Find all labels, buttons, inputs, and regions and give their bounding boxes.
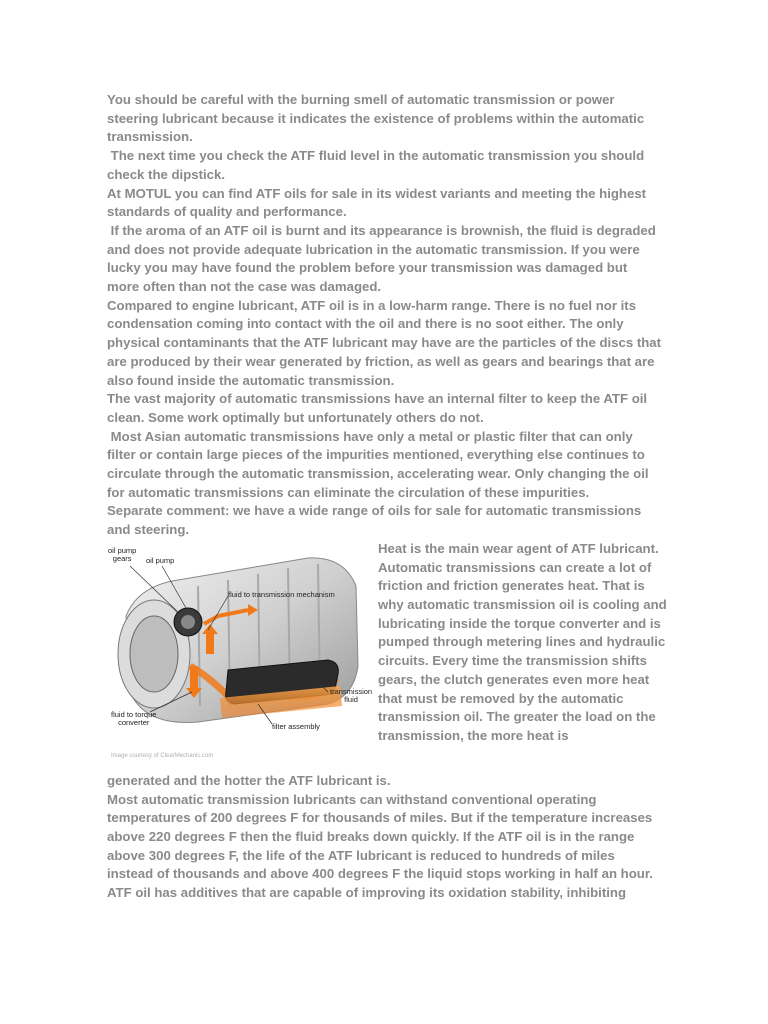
paragraph-9: generated and the hotter the ATF lubricant is.: [107, 772, 391, 788]
paragraph-10: Most automatic transmission lubricants can withstand conventional operating temperatures of 200 degrees F for thousands of miles. But if the temperature increases above 220 degrees F then the fluid breaks down quickly. If the ATF oil is in the range above 300 degrees F, the life of the ATF lubricant is reduced to hundreds of miles instead of thousands and above 400 degrees F the liquid stops working in half an hour.: [107, 791, 653, 882]
paragraph-6: The vast majority of automatic transmissions have an internal filter to keep the ATF oil clean. Some work optimally but unfortunately others do not.: [107, 391, 648, 425]
label-filter-assembly: filter assembly: [272, 721, 320, 731]
figure-caption: Image courtesy of ClearMechanic.com: [111, 752, 214, 759]
transmission-diagram: [108, 545, 373, 759]
label-transmission-fluid: transmission fluid: [330, 686, 373, 704]
document-body: [107, 91, 667, 903]
paragraph-3: At MOTUL you can find ATF oils for sale in its widest variants and meeting the highest standards of quality and performance.: [107, 185, 647, 220]
paragraph-8: Separate comment: we have a wide range of oils for sale for automatic transmissions and steering.: [107, 503, 642, 538]
label-oil-pump: oil pump: [146, 555, 175, 565]
label-oil-pump-gears: oil pump gears: [108, 545, 137, 563]
paragraph-7: Most Asian automatic transmissions have only a metal or plastic filter that can only filter or contain large pieces of the impurities mentioned, everything else continues to circulate through the automatic transmission, accelerating wear. Only changing the oil for automatic transmissions can eliminate the circulation of these impurities.: [107, 428, 653, 500]
paragraph-5: Compared to engine lubricant, ATF oil is in a low-harm range. There is no fuel nor its condensation coming into contact with the oil and there is no soot either. The only physical contaminants that the ATF lubricant may have are the particles of the discs that are produced by their wear generated by friction, as well as gears and bearings that are also found inside the automatic transmission.: [107, 297, 662, 388]
figure-row: [107, 540, 667, 772]
paragraph-1: You should be careful with the burning smell of automatic transmission or power steering lubricant because it indicates the existence of problems within the automatic transmission.: [107, 92, 645, 145]
label-fluid-to-torque-converter: fluid to torque converter: [111, 709, 157, 727]
paragraph-4: If the aroma of an ATF oil is burnt and its appearance is brownish, the fluid is degraded and does not provide adequate lubrication in the automatic transmission. If you were lucky you may have found the problem before your transmission was damaged but more often than not the case was damaged.: [107, 222, 660, 295]
paragraph-11: ATF oil has additives that are capable of improving its oxidation stability, inhibiting: [107, 885, 627, 901]
paragraph-2: The next time you check the ATF fluid level in the automatic transmission you should check the dipstick.: [107, 148, 648, 182]
side-paragraph: Heat is the main wear agent of ATF lubricant. Automatic transmissions can create a lot of friction and friction generates heat. That is why automatic transmission oil is cooling and lubricating inside the torque converter and is pumped through metering lines and hydraulic circuits. Every time the transmission shifts gears, the clutch generates even more heat that must be removed by the automatic transmission oil. The greater the load on the transmission, the more heat is: [378, 540, 667, 743]
label-fluid-to-mechanism: fluid to transmission mechanism: [228, 589, 335, 599]
